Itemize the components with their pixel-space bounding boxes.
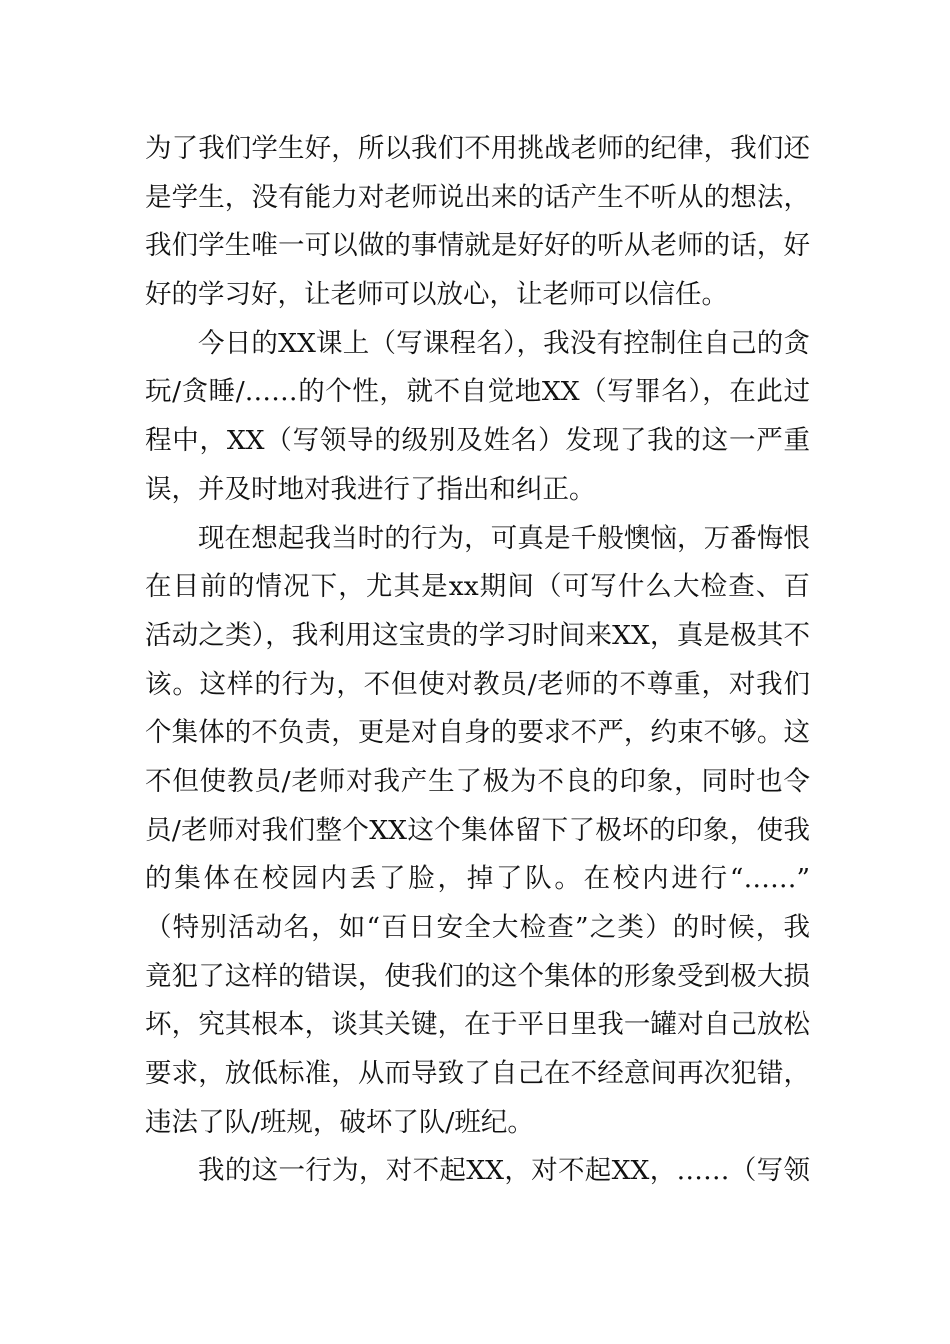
text-line: 玩/贪睡/……的个性，就不自觉地XX（写罪名），在此过 bbox=[145, 376, 810, 408]
text-line: 程中，XX（写领导的级别及姓名）发现了我的这一严重 bbox=[145, 425, 810, 457]
paragraph-4 bbox=[145, 1147, 810, 1196]
text-line: 误，并及时地对我进行了指出和纠正。 bbox=[145, 473, 596, 505]
text-line: 不但使教员/老师对我产生了极为不良的印象，同时也令 bbox=[145, 765, 810, 797]
paragraph-3 bbox=[145, 515, 810, 1148]
text-line: 个集体的不负责，更是对自身的要求不严，约束不够。这 bbox=[145, 717, 810, 749]
document-body bbox=[145, 125, 810, 1196]
text-line: 我们学生唯一可以做的事情就是好好的听从老师的话，好 bbox=[145, 230, 810, 262]
text-line: 的集体在校园内丢了脸，掉了队。在校内进行“……” bbox=[145, 863, 810, 895]
text-line: 要求，放低标准，从而导致了自己在不经意间再次犯错， bbox=[145, 1058, 810, 1090]
text-line: 竟犯了这样的错误，使我们的这个集体的形象受到极大损 bbox=[145, 960, 810, 992]
text-line: 是学生，没有能力对老师说出来的话产生不听从的想法， bbox=[145, 181, 810, 213]
text-line: 坏，究其根本，谈其关键，在于平日里我一罐对自己放松 bbox=[145, 1009, 810, 1041]
text-line: 现在想起我当时的行为，可真是千般懊恼，万番悔恨 bbox=[198, 522, 810, 554]
text-line: 为了我们学生好，所以我们不用挑战老师的纪律，我们还 bbox=[145, 133, 810, 164]
text-line: 违法了队/班规，破坏了队/班纪。 bbox=[145, 1106, 534, 1138]
text-line: （特别活动名，如“百日安全大检查”之类）的时候，我 bbox=[145, 912, 810, 943]
paragraph-1 bbox=[145, 125, 810, 320]
text-line: 好的学习好，让老师可以放心，让老师可以信任。 bbox=[145, 279, 728, 311]
text-line: 活动之类），我利用这宝贵的学习时间来XX，真是极其不 bbox=[145, 619, 810, 651]
text-line: 该。这样的行为，不但使对教员/老师的不尊重，对我们 bbox=[145, 668, 810, 700]
paragraph-2 bbox=[145, 320, 810, 515]
text-line: 在目前的情况下，尤其是xx期间（可写什么大检查、百 bbox=[145, 571, 810, 603]
text-line: 我的这一行为，对不起XX，对不起XX，……（写领 bbox=[198, 1155, 810, 1187]
text-line: 今日的XX课上（写课程名），我没有控制住自己的贪 bbox=[198, 327, 810, 359]
text-line: 员/老师对我们整个XX这个集体留下了极坏的印象，使我 bbox=[145, 814, 810, 846]
